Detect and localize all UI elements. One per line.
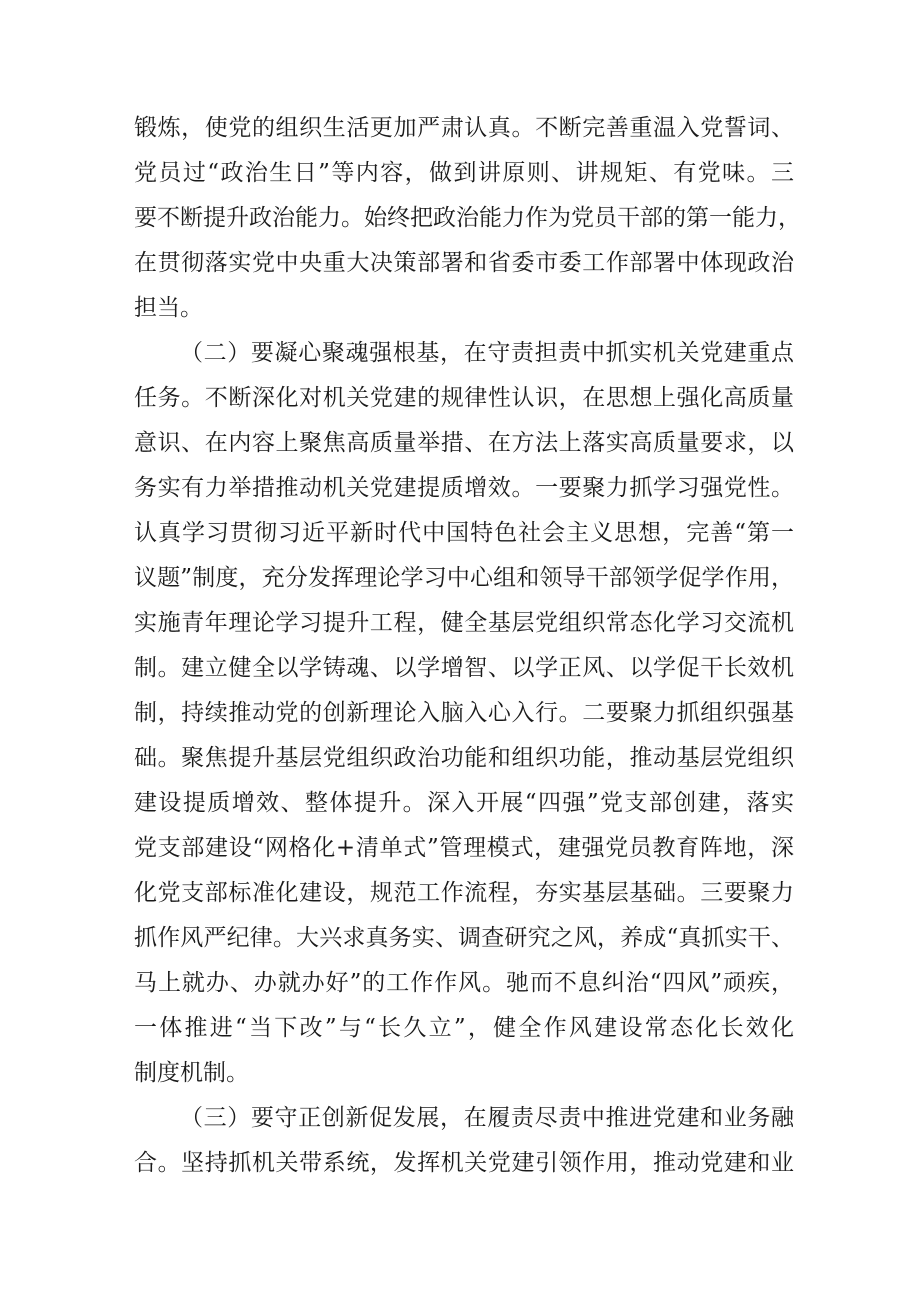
text-line: 要不断提升政治能力。始终把政治能力作为党员干部的第一能力，: [134, 205, 801, 231]
text-line: 意识、在内容上聚焦高质量举措、在方法上落实高质量要求，以: [134, 430, 794, 456]
text-line: 在贯彻落实党中央重大决策部署和省委市委工作部署中体现政治: [134, 250, 794, 276]
text-line: 党支部建设“网格化+清单式”管理模式，建强党员教育阵地，深: [134, 835, 794, 861]
text-line: 务实有力举措推动机关党建提质增效。一要聚力抓学习强党性。: [134, 475, 794, 501]
text-line: 马上就办、办就办好”的工作作风。驰而不息纠治“四风”顽疾，: [134, 970, 794, 996]
text-line: 合。坚持抓机关带系统，发挥机关党建引领作用，推动党建和业: [134, 1150, 794, 1176]
text-line: 制度机制。: [134, 1060, 249, 1086]
text-line: 锻炼，使党的组织生活更加严肃认真。不断完善重温入党誓词、: [134, 115, 794, 141]
section-heading-line: （三）要守正创新促发展，在履责尽责中推进党建和业务融: [180, 1105, 794, 1131]
text-line: 抓作风严纪律。大兴求真务实、调查研究之风，养成“真抓实干、: [134, 925, 794, 951]
text-line: 制，持续推动党的创新理论入脑入心入行。二要聚力抓组织强基: [134, 700, 794, 726]
text-line: 实施青年理论学习提升工程，健全基层党组织常态化学习交流机: [134, 610, 794, 636]
text-line: 化党支部标准化建设，规范工作流程，夯实基层基础。三要聚力: [134, 880, 794, 906]
text-line: 党员过“政治生日”等内容，做到讲原则、讲规矩、有党味。三: [134, 160, 794, 186]
section-heading-line: （二）要凝心聚魂强根基，在守责担责中抓实机关党建重点: [180, 340, 794, 366]
text-line: 制。建立健全以学铸魂、以学增智、以学正风、以学促干长效机: [134, 655, 794, 681]
text-line: 议题”制度，充分发挥理论学习中心组和领导干部领学促学作用，: [134, 565, 794, 591]
text-line: 认真学习贯彻习近平新时代中国特色社会主义思想，完善“第一: [134, 520, 794, 546]
text-line: 础。聚焦提升基层党组织政治功能和组织功能，推动基层党组织: [134, 745, 794, 771]
text-line: 一体推进“当下改”与“长久立”，健全作风建设常态化长效化: [134, 1015, 794, 1041]
text-line: 任务。不断深化对机关党建的规律性认识，在思想上强化高质量: [134, 385, 794, 411]
text-line: 担当。: [134, 295, 203, 321]
text-line: 建设提质增效、整体提升。深入开展“四强”党支部创建，落实: [134, 790, 794, 816]
